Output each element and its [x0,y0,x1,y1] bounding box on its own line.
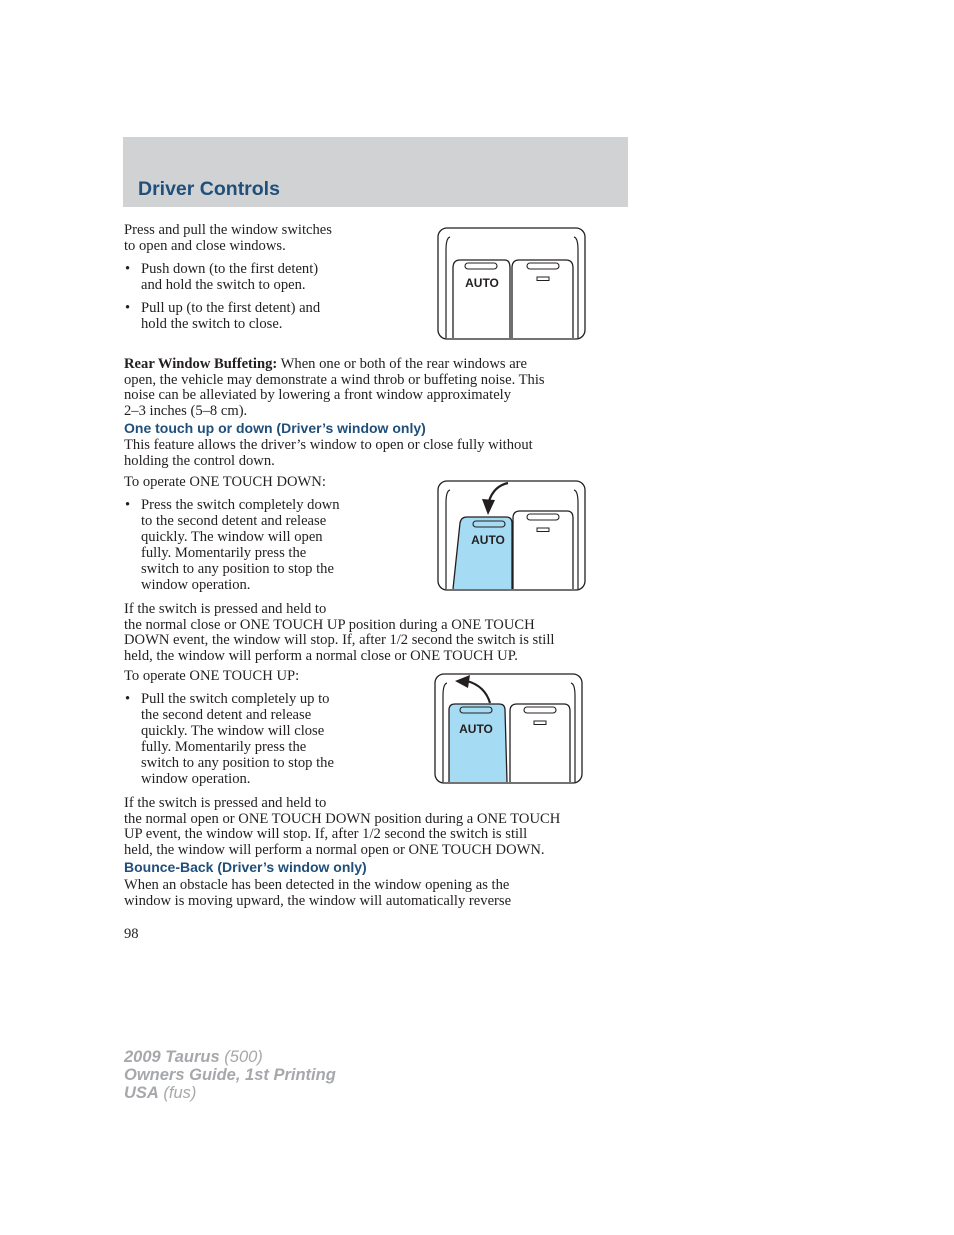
section-title: Driver Controls [138,178,280,200]
text-line: hold the switch to close. [141,315,283,332]
bullet-marker: • [125,497,131,513]
text-line: held, the window will perform a normal open or ONE TOUCH DOWN. [124,841,545,858]
footer-model-code: (500) [219,1048,263,1066]
auto-label: AUTO [465,276,499,290]
buffeting-label: Rear Window Buffeting: [124,356,278,372]
auto-label: AUTO [459,722,493,736]
text-line: window operation. [141,577,251,593]
page-number: 98 [124,926,139,942]
touch-up-intro: To operate ONE TOUCH UP: [124,668,300,684]
text-line: DOWN event, the window will stop. If, after 1/2 second the switch is still [124,632,555,648]
auto-label: AUTO [471,533,505,547]
bullet-marker: • [125,691,131,707]
pressed-switch-highlight [453,517,512,589]
document-footer [124,1048,336,1102]
text-line: the second detent and release [141,707,312,723]
one-touch-paragraph [124,438,533,469]
footer-line: Owners Guide, 1st Printing [124,1066,336,1084]
touch-down-intro: To operate ONE TOUCH DOWN: [124,474,326,490]
touch-down-bullet [125,497,340,594]
one-touch-heading: One touch up or down (Driver’s window only) [124,420,426,436]
text-line: window operation. [141,771,251,787]
text-line: This feature allows the driver’s window to open or close fully without [124,437,533,453]
intro-bullet-open [125,261,319,293]
text-line: If the switch is pressed and held to [124,795,327,811]
one-touch-down-figure [436,479,588,593]
text-line: quickly. The window will close [141,723,325,739]
text-line: Press and pull the window switches [124,222,332,238]
text-line: If the switch is pressed and held to [124,601,327,617]
text-line: window is moving upward, the window will automatically reverse [124,892,512,909]
text-line: switch to any position to stop the [141,755,334,771]
touch-up-bullet [125,691,334,788]
text-line: held, the window will perform a normal close or ONE TOUCH UP. [124,647,518,664]
text-line: When an obstacle has been detected in the window opening as the [124,877,510,893]
text-line: the normal close or ONE TOUCH UP position during a ONE TOUCH [124,616,535,633]
touch-down-followup [124,602,554,664]
text-line: Pull up (to the first detent) and [141,300,321,316]
text-line: fully. Momentarily press the [141,739,307,755]
text-line: Push down (to the first detent) [141,261,319,277]
pulled-switch-highlight [449,704,507,782]
footer-line [124,1048,336,1066]
text-line: to the second detent and release [141,513,327,529]
footer-market-code: (fus) [158,1084,197,1102]
touch-up-followup [124,796,560,858]
intro-bullet-close [125,300,321,332]
footer-line [124,1084,336,1102]
text-line: fully. Momentarily press the [141,545,307,561]
bullet-marker: • [125,300,131,316]
text-line: the normal open or ONE TOUCH DOWN position during a ONE TOUCH [124,810,561,827]
window-switch-figure [436,226,588,342]
text-line: to open and close windows. [124,237,286,254]
one-touch-up-figure [433,672,585,786]
text-line: Press the switch completely down [141,497,340,513]
footer-market: USA [124,1084,159,1102]
text-line: 2–3 inches (5–8 cm). [124,402,248,419]
intro-paragraph [124,223,332,254]
text-line: noise can be alleviated by lowering a front window approximately [124,387,512,403]
text-line: and hold the switch to open. [141,276,306,293]
text-line: switch to any position to stop the [141,561,334,577]
buffeting-paragraph [124,357,545,419]
buffeting-first-line: When one or both of the rear windows are [277,356,528,372]
text-line: Pull the switch completely up to [141,691,330,707]
footer-model: 2009 Taurus [124,1048,220,1066]
bounce-back-heading: Bounce-Back (Driver’s window only) [124,859,367,875]
text-line: quickly. The window will open [141,529,323,545]
text-line: open, the vehicle may demonstrate a wind throb or buffeting noise. This [124,371,545,388]
bullet-marker: • [125,261,131,277]
text-line [124,357,545,373]
bounce-back-paragraph [124,878,511,909]
text-line: UP event, the window will stop. If, after 1/2 second the switch is still [124,826,528,842]
text-line: holding the control down. [124,452,275,469]
